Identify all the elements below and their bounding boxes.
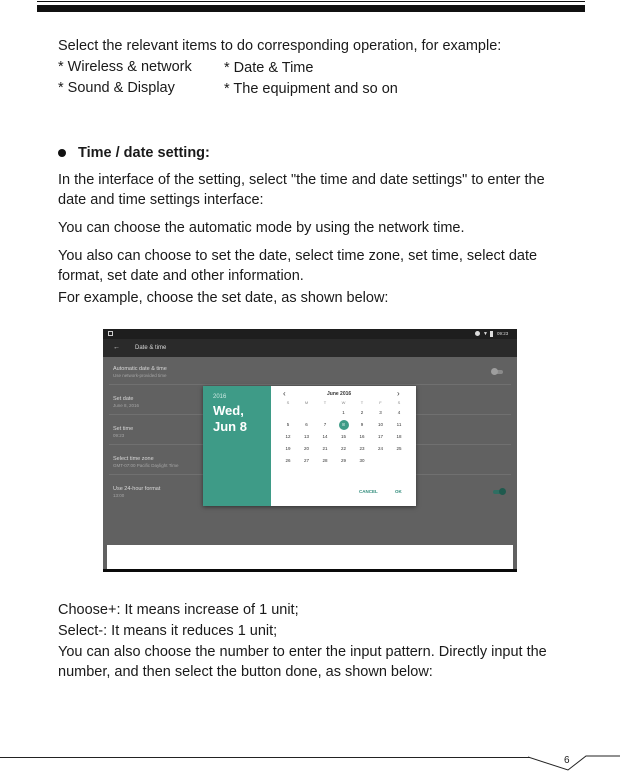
weekday-header: T [323, 400, 327, 405]
weekday-header: M [304, 400, 309, 405]
setting-title[interactable]: Select time zone [113, 456, 154, 462]
month-label: June 2016 [327, 391, 352, 397]
paragraph-3a: You also can choose to set the date, select time zone, set time, select date [58, 248, 538, 264]
calendar-day-selected[interactable]: 8 [342, 422, 345, 427]
header-weekday: Wed, [213, 403, 244, 418]
back-arrow-icon[interactable]: ← [113, 344, 120, 351]
calendar-day[interactable]: 21 [322, 446, 328, 451]
setting-title[interactable]: Use 24-hour format [113, 486, 161, 492]
page-number: 6 [564, 755, 570, 766]
app-bar-title: Date & time [135, 345, 167, 351]
calendar-day[interactable]: 23 [359, 446, 365, 451]
intro-item-datetime: * Date & Time [224, 60, 314, 76]
date-picker-dialog [203, 386, 416, 506]
calendar-day[interactable]: 11 [396, 422, 402, 427]
calendar-day[interactable]: 6 [305, 422, 308, 427]
calendar-day[interactable]: 16 [359, 434, 365, 439]
setting-subtitle: GMT-07:00 Pacific Daylight Time [113, 463, 179, 468]
calendar-day[interactable]: 24 [377, 446, 383, 451]
paragraph-input-a: You can also choose the number to enter the input pattern. Directly input the [58, 644, 547, 660]
notification-icon [108, 331, 113, 336]
next-month-icon[interactable]: › [397, 389, 400, 398]
section-heading: Time / date setting: [78, 145, 210, 161]
settings-screenshot [103, 329, 517, 572]
status-bar [103, 329, 517, 339]
calendar-day[interactable]: 12 [285, 434, 291, 439]
setting-subtitle: Use network-provided time [113, 373, 167, 378]
status-time: 09:23 [497, 331, 509, 336]
calendar-day[interactable]: 7 [323, 422, 327, 427]
calendar-day[interactable]: 18 [396, 434, 402, 439]
paragraph-1b: date and time settings interface: [58, 192, 264, 208]
paragraph-2: You can choose the automatic mode by using the network time. [58, 220, 465, 236]
calendar-day[interactable]: 9 [360, 422, 364, 427]
paragraph-input-b: number, and then select the button done, as shown below: [58, 664, 433, 680]
setting-title[interactable]: Automatic date & time [113, 366, 167, 372]
calendar-day[interactable]: 3 [379, 410, 382, 415]
footer-rule [0, 757, 530, 758]
calendar-day[interactable]: 19 [285, 446, 291, 451]
24-hour-toggle-knob [499, 488, 506, 495]
setting-title[interactable]: Set time [113, 426, 134, 432]
prev-month-icon[interactable]: ‹ [283, 389, 286, 398]
weekday-header: S [286, 400, 290, 405]
intro-item-wireless: * Wireless & network [58, 59, 192, 75]
calendar-day[interactable]: 5 [286, 422, 290, 427]
wifi-icon: ▼ [483, 331, 488, 337]
weekday-header: W [341, 400, 346, 405]
app-bar [103, 339, 517, 357]
weekday-header: S [397, 400, 401, 405]
header-date: Jun 8 [213, 419, 247, 434]
calendar-day[interactable]: 25 [396, 446, 402, 451]
screenshot-blank-area [107, 545, 513, 569]
intro-item-equipment: * The equipment and so on [224, 81, 398, 97]
intro-item-sound: * Sound & Display [58, 80, 175, 96]
bullet-icon [58, 149, 66, 157]
divider [109, 384, 511, 385]
calendar-day[interactable]: 2 [360, 410, 364, 415]
calendar-day[interactable]: 13 [303, 434, 309, 439]
screenshot-bottom-border [103, 569, 517, 572]
paragraph-4: For example, choose the set date, as shown below: [58, 290, 389, 306]
intro-line: Select the relevant items to do corresponding operation, for example: [58, 38, 502, 54]
calendar-day[interactable]: 10 [377, 422, 383, 427]
auto-time-toggle-knob [491, 368, 498, 375]
header-year[interactable]: 2016 [213, 394, 227, 400]
weekday-header: T [360, 400, 364, 405]
dnd-icon [475, 331, 480, 336]
calendar-day[interactable]: 28 [322, 458, 328, 463]
calendar-day[interactable]: 17 [377, 434, 383, 439]
paragraph-reduce: Select-: It means it reduces 1 unit; [58, 623, 278, 639]
cancel-button[interactable]: CANCEL [359, 489, 378, 494]
calendar-day[interactable]: 20 [303, 446, 309, 451]
ok-button[interactable]: OK [395, 489, 402, 494]
footer-page-notch [528, 748, 620, 772]
header-thin-rule [37, 1, 585, 2]
calendar-day[interactable]: 29 [340, 458, 346, 463]
calendar-day[interactable]: 14 [322, 434, 328, 439]
calendar-day[interactable]: 26 [285, 458, 291, 463]
setting-subtitle: June 8, 2016 [113, 403, 140, 408]
calendar-day[interactable]: 15 [340, 434, 346, 439]
calendar-day[interactable]: 1 [342, 410, 345, 415]
calendar-grid [281, 400, 411, 470]
setting-subtitle: 09:23 [113, 433, 125, 438]
calendar-day[interactable]: 22 [340, 446, 346, 451]
paragraph-3b: format, set date and other information. [58, 268, 304, 284]
date-picker-header [203, 386, 271, 506]
setting-title[interactable]: Set date [113, 396, 134, 402]
header-bar [37, 5, 585, 12]
calendar-day[interactable]: 4 [397, 410, 401, 415]
setting-subtitle: 13:00 [113, 493, 125, 498]
calendar-day[interactable]: 27 [303, 458, 309, 463]
paragraph-1a: In the interface of the setting, select "the time and date settings" to enter the [58, 172, 545, 188]
paragraph-increase: Choose+: It means increase of 1 unit; [58, 602, 299, 618]
weekday-header: F [379, 400, 382, 405]
battery-icon [490, 331, 493, 337]
calendar-day[interactable]: 30 [359, 458, 365, 463]
